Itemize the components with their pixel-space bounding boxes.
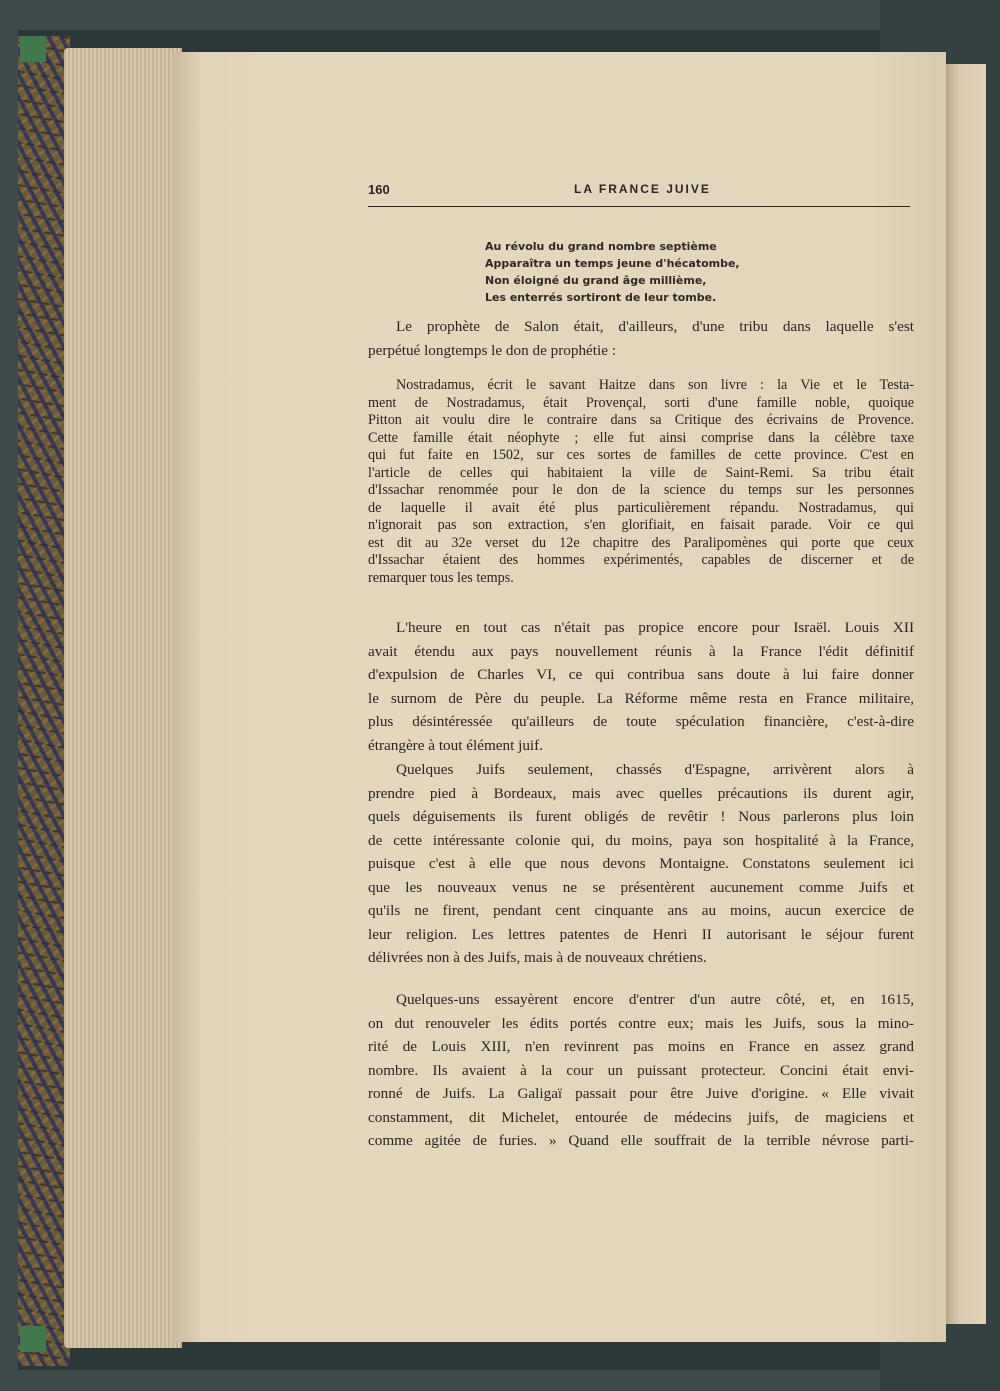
text-line: leur religion. Les lettres patentes de Henri II autorisant le séjour furent <box>368 925 914 943</box>
text-line: puisque c'est à elle que nous devons Montaigne. Constatons seulement ici <box>368 855 914 872</box>
text-line: étrangère à tout élément juif. <box>368 736 543 754</box>
text-line: ment de Nostradamus, était Provençal, sorti d'une famille noble, quoique <box>368 394 914 411</box>
verse-line: Non éloigné du grand âge millième, <box>485 274 707 287</box>
verse-block <box>485 238 785 306</box>
running-head: LA FRANCE JUIVE <box>574 182 711 196</box>
page-number: 160 <box>368 182 390 197</box>
corner-tab-top <box>20 36 46 62</box>
text-line: d'expulsion de Charles VI, ce qui contribua sans doute à lui faire donner <box>368 666 914 683</box>
text-line: de laquelle il avait été plus particulièrement répandu. Nostradamus, qui <box>368 499 914 516</box>
marbled-edge <box>18 36 70 1366</box>
text-line: Quelques Juifs seulement, chassés d'Espagne, arrivèrent alors à <box>396 761 914 778</box>
text-line: L'heure en tout cas n'était pas propice encore pour Israël. Louis XII <box>396 619 914 636</box>
next-page-edge <box>946 64 986 1324</box>
quote-block <box>368 377 914 587</box>
text-line: Cette famille était néophyte ; elle fut ainsi comprise dans la célèbre taxe <box>368 429 914 446</box>
paragraph-1 <box>368 315 914 362</box>
paragraph-2 <box>368 616 914 757</box>
verse-line: Apparaîtra un temps jeune d'hécatombe, <box>485 257 740 270</box>
text-line: d'Issachar renommée pour le don de la science du temps sur les personnes <box>368 482 914 498</box>
text-line: ronné de Juifs. La Galigaï passait pour être Juive d'origine. « Elle vivait <box>368 1085 914 1102</box>
text-line: de cette intéressante colonie qui, du moins, paya son hospitalité à la France, <box>368 831 914 849</box>
paragraph-3 <box>368 758 914 970</box>
text-line: nombre. Ils avaient à la cour un puissant protecteur. Concini était envi- <box>368 1061 914 1079</box>
text-line: avait étendu aux pays nouvellement réunis à la France l'édit définitif <box>368 642 914 660</box>
text-line: Le prophète de Salon était, d'ailleurs, d'une tribu dans laquelle s'est <box>396 318 914 335</box>
text-line: constamment, dit Michelet, entourée de médecins juifs, de magiciens et <box>368 1108 914 1126</box>
text-line: qui fut faite en 1502, sur ces sortes de familles de cette province. C'est en <box>368 447 914 463</box>
text-line: comme agitée de furies. » Quand elle souffrait de la terrible névrose parti- <box>368 1132 914 1149</box>
text-line: que les nouveaux venus ne se présentèrent aucunement comme Juifs et <box>368 878 914 896</box>
text-line: l'article de celles qui habitaient la ville de Saint-Remi. Sa tribu était <box>368 464 914 481</box>
paragraph-4 <box>368 988 914 1153</box>
text-line: qu'ils ne firent, pendant cent cinquante ans au moins, aucun exercice de <box>368 902 914 919</box>
text-line: perpétué longtemps le don de prophétie : <box>368 341 616 359</box>
text-line: est dit au 32e verset du 12e chapitre des Paralipomènes qui porte que ceux <box>368 534 914 551</box>
text-line: prendre pied à Bordeaux, mais avec quelles précautions ils durent agir, <box>368 784 914 802</box>
text-line: le surnom de Père du peuple. La Réforme même resta en France militaire, <box>368 689 914 707</box>
verse-line: Au révolu du grand nombre septième <box>485 240 717 253</box>
text-line: d'Issachar étaient des hommes expérimentés, capables de discerner et de <box>368 552 914 568</box>
page-header <box>368 182 910 207</box>
text-line: délivrées non à des Juifs, mais à de nouveaux chrétiens. <box>368 949 707 966</box>
text-line: remarquer tous les temps. <box>368 569 514 586</box>
text-line: Pitton ait voulu dire le contraire dans sa Critique des écrivains de Provence. <box>368 412 914 428</box>
text-line: Quelques-uns essayèrent encore d'entrer d'un autre côté, et, en 1615, <box>396 991 914 1008</box>
text-line: n'ignorait pas son extraction, s'en glorifiait, en faisait parade. Voir ce qui <box>368 517 914 533</box>
text-line: rité de Louis XIII, n'en revinrent pas moins en France en assez grand <box>368 1038 914 1055</box>
text-line: plus désintéressée qu'ailleurs de toute spéculation financière, c'est-à-dire <box>368 713 914 730</box>
text-line: quels déguisements ils furent obligés de revêtir ! Nous parlerons plus loin <box>368 808 914 825</box>
verse-line: Les enterrés sortiront de leur tombe. <box>485 291 717 304</box>
page-edges <box>64 48 182 1348</box>
text-line: Nostradamus, écrit le savant Haitze dans son livre : la Vie et le Testa- <box>396 377 914 393</box>
corner-tab-bottom <box>20 1326 46 1352</box>
text-line: on dut renouveler les édits portés contre eux; mais les Juifs, sous la mino- <box>368 1014 914 1032</box>
